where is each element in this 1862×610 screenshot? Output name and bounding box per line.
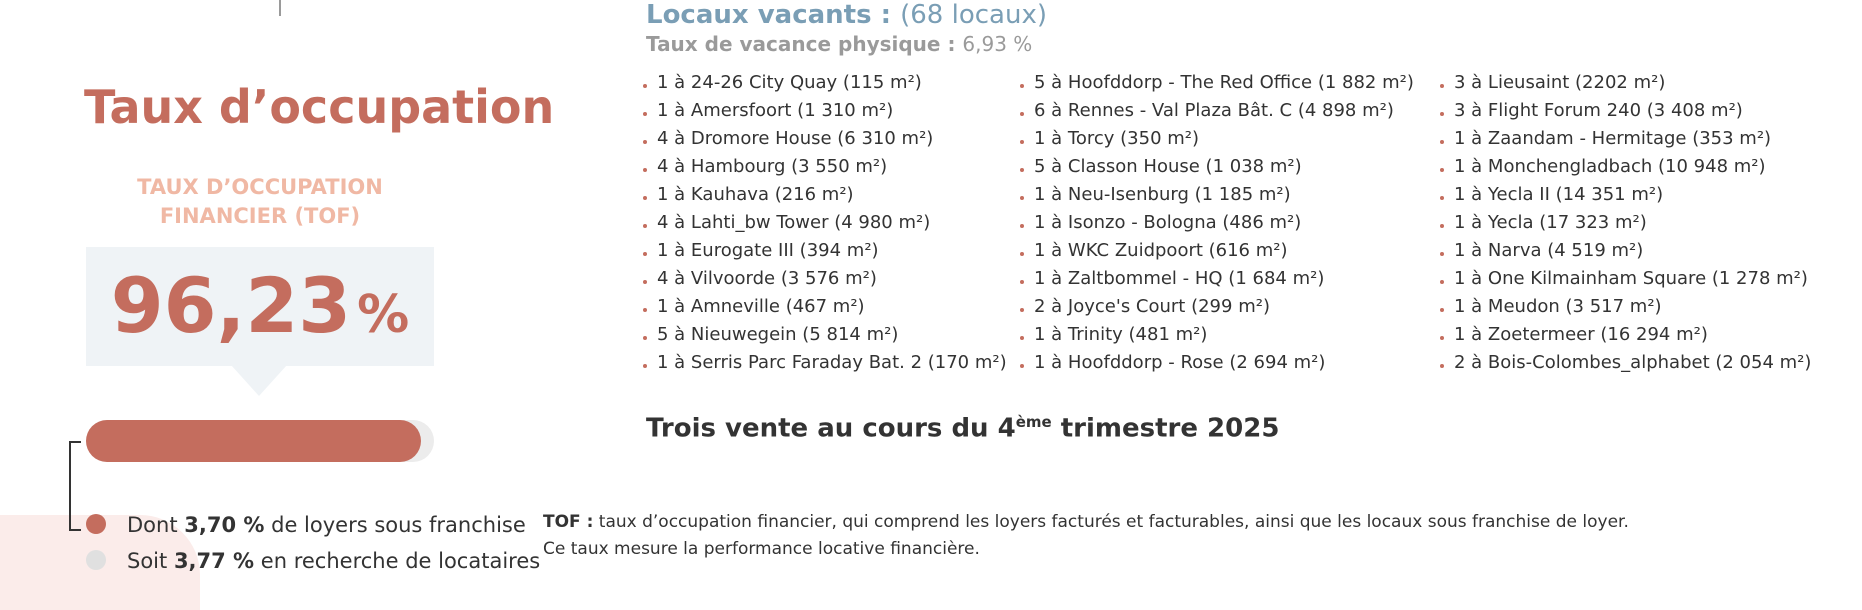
list-item: 6 à Rennes - Val Plaza Bât. C (4 898 m²) — [1020, 97, 1414, 125]
list-item: 1 à 24-26 City Quay (115 m²) — [643, 69, 1007, 97]
list-item: 5 à Hoofddorp - The Red Office (1 882 m²) — [1020, 69, 1414, 97]
list-item: 3 à Flight Forum 240 (3 408 m²) — [1440, 97, 1811, 125]
list-item: 1 à One Kilmainham Square (1 278 m²) — [1440, 265, 1811, 293]
list-item: 1 à WKC Zuidpoort (616 m²) — [1020, 237, 1414, 265]
legend-value: 3,70 % — [184, 513, 265, 537]
vacancy-list-column-2 — [1020, 69, 1414, 377]
occupation-progress-bar — [86, 420, 434, 462]
list-item: 2 à Joyce's Court (299 m²) — [1020, 293, 1414, 321]
divider-line — [279, 0, 281, 16]
list-item: 1 à Serris Parc Faraday Bat. 2 (170 m²) — [643, 349, 1007, 377]
legend-bracket — [69, 441, 81, 531]
list-item: 3 à Lieusaint (2202 m²) — [1440, 69, 1811, 97]
vacancies-count: (68 locaux) — [900, 0, 1047, 30]
list-item: 1 à Meudon (3 517 m²) — [1440, 293, 1811, 321]
vacancy-rate — [646, 32, 1032, 56]
tof-value-number: 96,23 — [110, 261, 352, 350]
tof-footnote — [543, 509, 1629, 563]
vacancy-rate-value: 6,93 % — [962, 32, 1033, 56]
list-item: 5 à Classon House (1 038 m²) — [1020, 153, 1414, 181]
footnote-label: TOF : — [543, 512, 594, 532]
tof-label — [120, 173, 400, 231]
vacancies-title — [646, 0, 1047, 30]
tof-value — [86, 261, 434, 350]
list-item: 4 à Lahti_bw Tower (4 980 m²) — [643, 209, 1007, 237]
list-item: 1 à Narva (4 519 m²) — [1440, 237, 1811, 265]
occupation-progress-fill — [86, 420, 421, 462]
footnote-line2: Ce taux mesure la performance locative financière. — [543, 539, 980, 559]
sales-heading-end: trimestre 2025 — [1051, 413, 1280, 444]
tof-value-box — [86, 247, 434, 366]
list-item: 1 à Isonzo - Bologna (486 m²) — [1020, 209, 1414, 237]
legend-value: 3,77 % — [173, 549, 255, 573]
vacancies-title-label: Locaux vacants : — [646, 0, 892, 30]
list-item: 1 à Zaandam - Hermitage (353 m²) — [1440, 125, 1811, 153]
list-item: 5 à Nieuwegein (5 814 m²) — [643, 321, 1007, 349]
tof-value-unit: % — [357, 285, 410, 345]
tof-label-line1: TAUX D’OCCUPATION — [137, 175, 383, 199]
grey-dot-icon — [86, 550, 106, 570]
list-item: 4 à Vilvoorde (3 576 m²) — [643, 265, 1007, 293]
legend-row-vacancy — [86, 549, 540, 573]
tof-label-line2: FINANCIER (TOF) — [159, 204, 361, 228]
sales-heading — [646, 413, 1279, 444]
vacancy-rate-label: Taux de vacance physique : — [646, 32, 956, 56]
list-item: 4 à Dromore House (6 310 m²) — [643, 125, 1007, 153]
list-item: 1 à Amneville (467 m²) — [643, 293, 1007, 321]
occupation-title: Taux d’occupation — [84, 80, 555, 134]
list-item: 1 à Amersfoort (1 310 m²) — [643, 97, 1007, 125]
footnote-text: taux d’occupation financier, qui comprend les loyers facturés et facturables, ainsi que les locaux sous franchise de loyer. — [593, 512, 1629, 532]
accent-dot-icon — [86, 514, 106, 534]
sales-heading-start: Trois vente au cours du 4 — [646, 413, 1016, 444]
list-item: 1 à Monchengladbach (10 948 m²) — [1440, 153, 1811, 181]
legend-row-franchise — [86, 513, 526, 537]
list-item: 1 à Kauhava (216 m²) — [643, 181, 1007, 209]
legend-prefix: Soit — [127, 549, 168, 573]
legend-suffix: en recherche de locataires — [260, 549, 541, 573]
list-item: 1 à Zoetermeer (16 294 m²) — [1440, 321, 1811, 349]
vacancy-list-column-3 — [1440, 69, 1811, 377]
list-item: 1 à Yecla (17 323 m²) — [1440, 209, 1811, 237]
list-item: 1 à Zaltbommel - HQ (1 684 m²) — [1020, 265, 1414, 293]
list-item: 1 à Torcy (350 m²) — [1020, 125, 1414, 153]
footnote-line1 — [543, 509, 1629, 536]
list-item: 1 à Eurogate III (394 m²) — [643, 237, 1007, 265]
list-item: 4 à Hambourg (3 550 m²) — [643, 153, 1007, 181]
list-item: 1 à Trinity (481 m²) — [1020, 321, 1414, 349]
list-item: 1 à Yecla II (14 351 m²) — [1440, 181, 1811, 209]
list-item: 1 à Neu-Isenburg (1 185 m²) — [1020, 181, 1414, 209]
value-box-pointer — [231, 365, 287, 396]
legend-suffix: de loyers sous franchise — [271, 513, 526, 537]
list-item: 2 à Bois-Colombes_alphabet (2 054 m²) — [1440, 349, 1811, 377]
legend-prefix: Dont — [127, 513, 178, 537]
list-item: 1 à Hoofddorp - Rose (2 694 m²) — [1020, 349, 1414, 377]
sales-heading-ordinal: ème — [1015, 413, 1052, 431]
vacancy-list-column-1 — [643, 69, 1007, 377]
